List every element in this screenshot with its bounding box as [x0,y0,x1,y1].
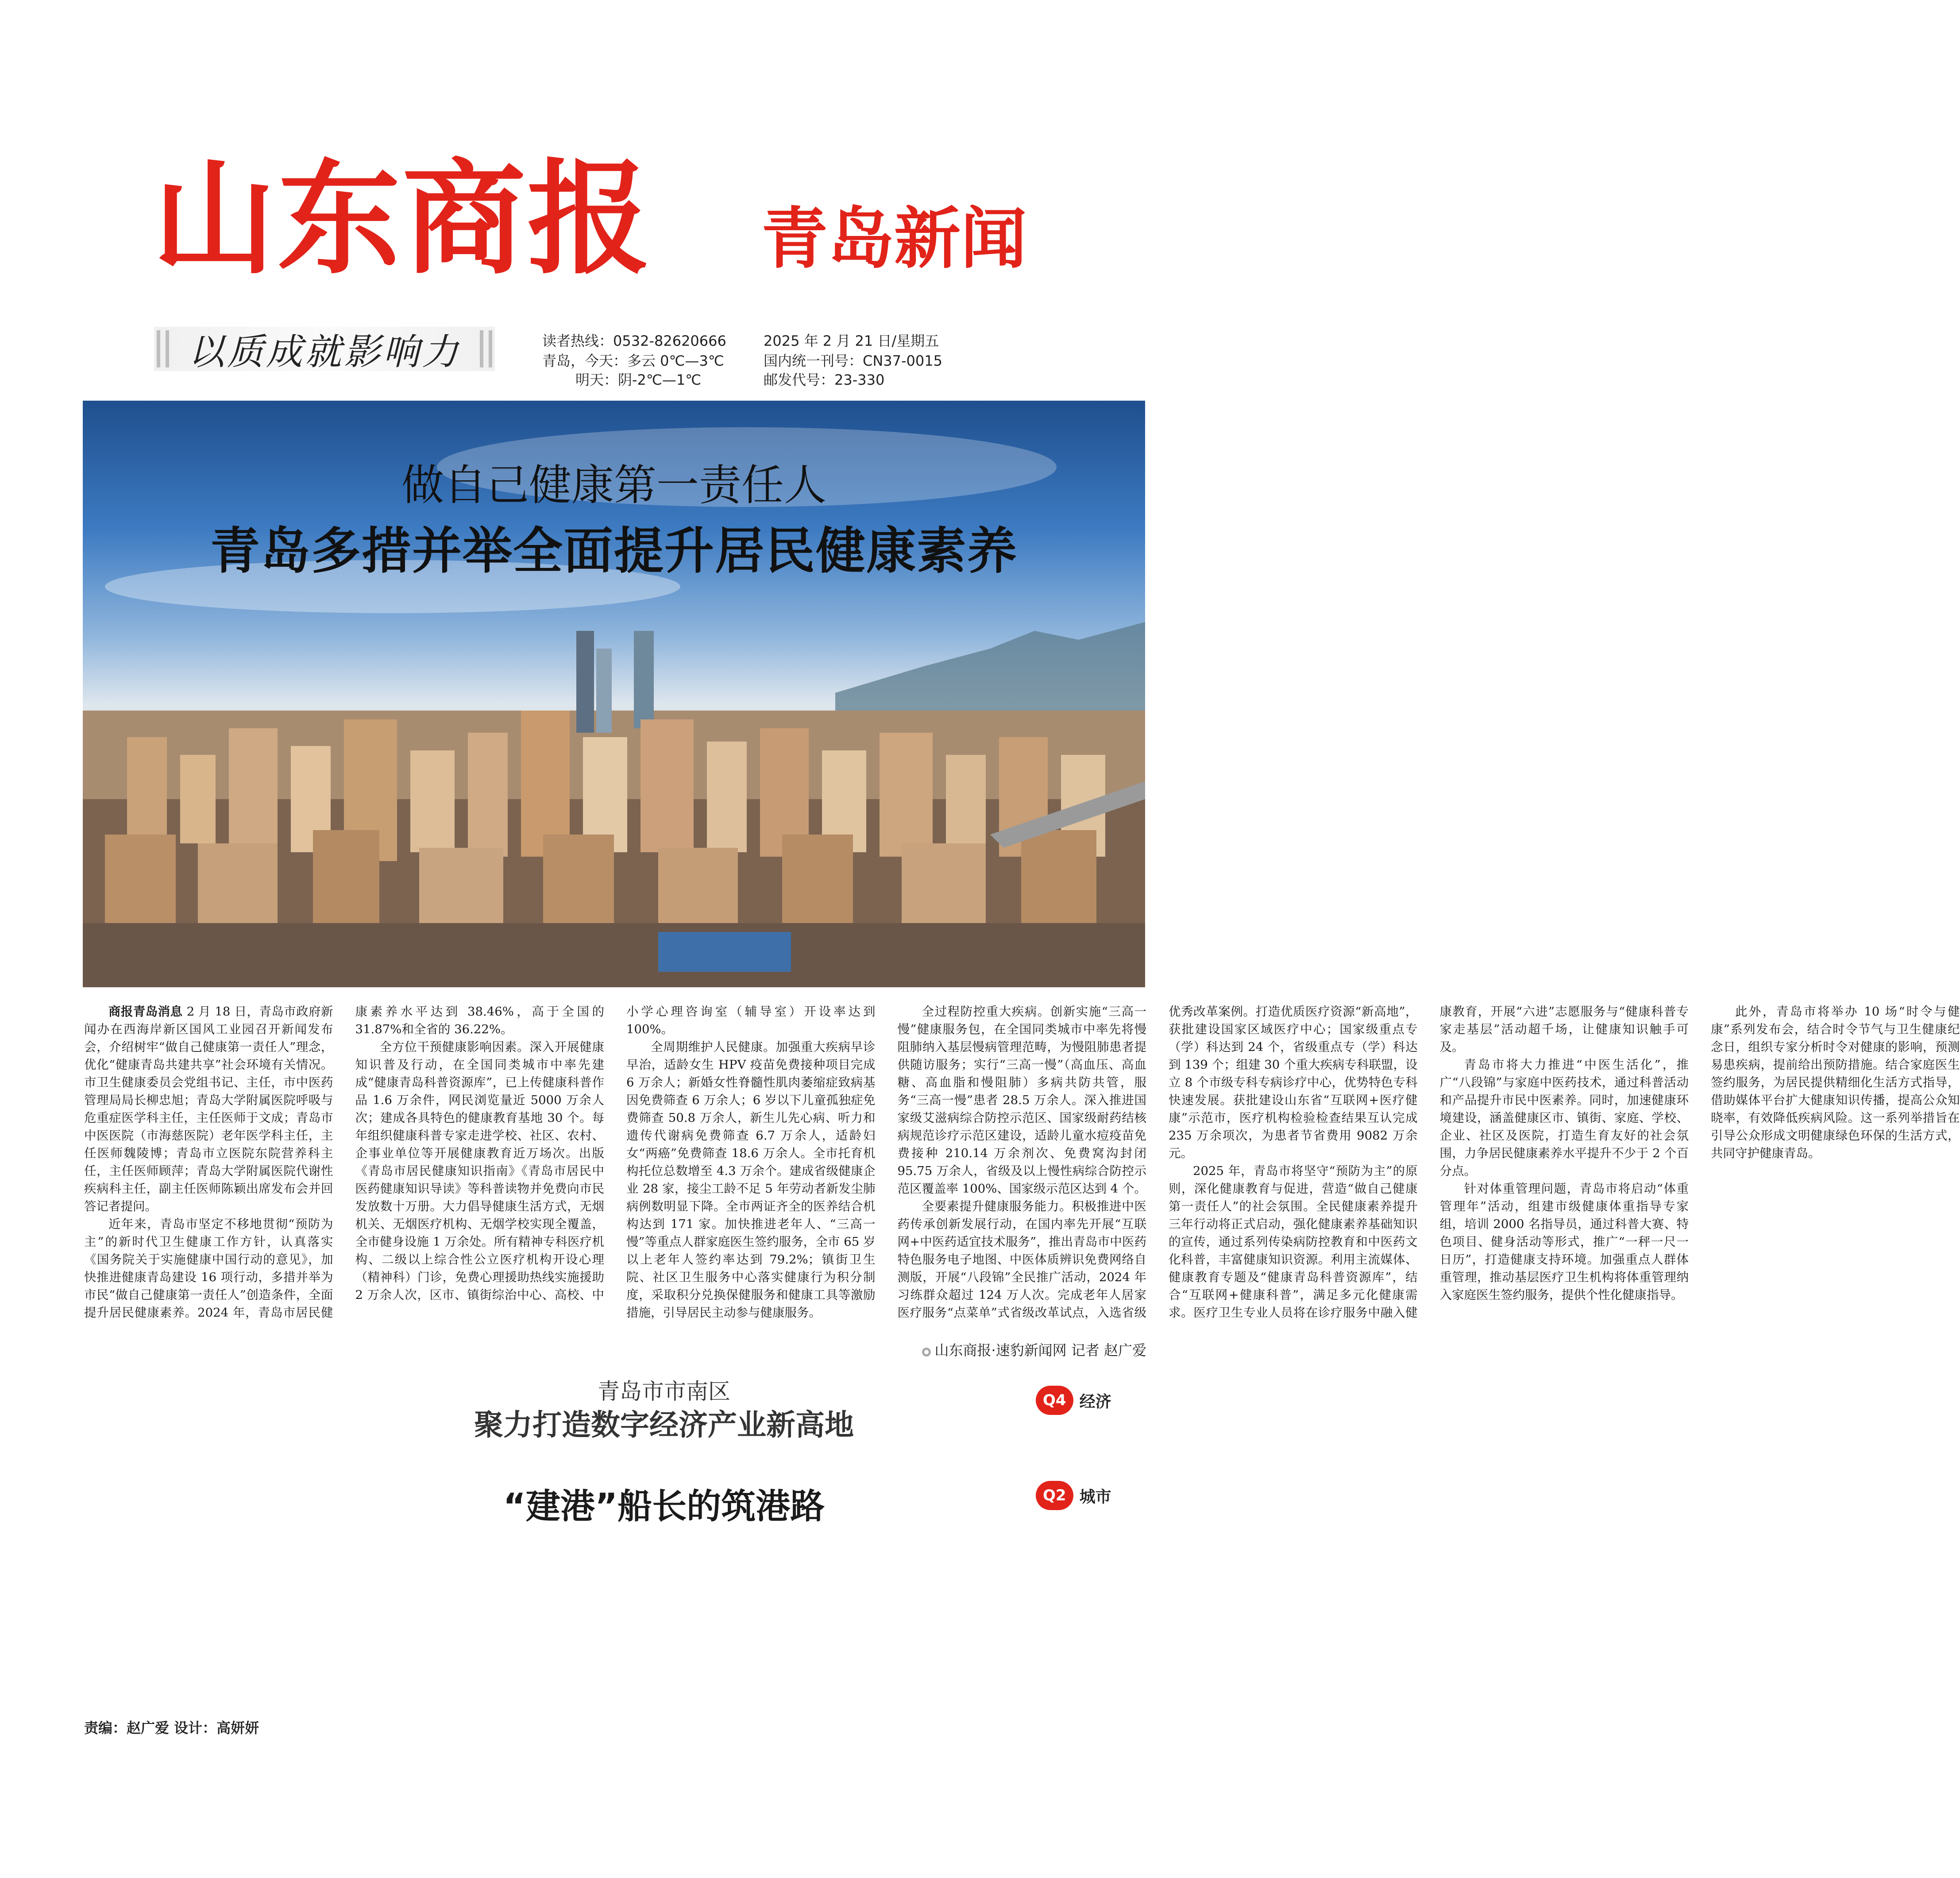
main-article [84,1003,1960,1333]
teaser-kicker: 青岛市市南区 [598,1379,730,1404]
hero-title-line2: 青岛多措并举全面提升居民健康素养 [210,522,1018,580]
cn-number: 国内统一刊号：CN37-0015 [764,352,942,369]
article-paragraph: 青岛市将大力推进“中医生活化”，推广“八段锦”与家庭中医药技术，通过科普活动和产品提升市民中医素养。同时，加速健康环境建设，涵盖健康区市、镇街、家庭、学校、企业、社区及医院，打造生育友好的社会氛围，力争居民健康素养水平提升不少于 2 个百分点。 [1439,1058,1689,1178]
article-paragraph: 针对体重管理问题，青岛市将启动“体重管理年”活动，组建市级健康体重指导专家组，培训 2000 名指导员，通过科普大赛、特色项目、健身活动等形式，推广“一秤一尺一日历”，打造健康支持环境。加强重点人群体重管理，推动基层医疗卫生机构将体重管理纳入家庭医生签约服务，提供个性化健康指导。 [1439,1182,1689,1302]
article-paragraph: 全方位干预健康影响因素。深入开展健康知识普及行动，在全国同类城市中率先建成“健康青岛科普资源库”，已上传健康科普作品 1.6 万余件，网民浏览量近 5000 万余人次；建成各具特色的健康教育基地 30 个。每年组织健康科普专家走进学校、社区、农村、企事业单位等开展健康教育近万场次。出版《青岛市居民健康知识指南》《青岛市居民中医药健康知识导读》等科普读物并免费向市民发放数十万册。大力倡导健康生活方式，无烟机关、无烟医疗机构、无烟学校实现全覆盖，全市健身设施 1 万余处。所有精神专科医疗机构、二级以上综合性公立医疗机构开设心理（精神科）门诊，免费心理援助热线实施援助 2 万余人次，区市、镇街综治中心、高校、中小学心理咨询室（辅导室）开设率达到 100%。 [355,1005,876,1302]
hero-photo [83,401,1145,987]
article-paragraph: 2025 年，青岛市将坚守“预防为主”的原则，深化健康教育与促进，营造“做自己健康第一责任人”的社会氛围。全民健康素养提升三年行动将正式启动，强化健康素养基础知识的宣传，通过系列传染病防控教育和中医药文化科普，丰富健康知识资源。利用主流媒体、健康教育专题及“健康青岛科普资源库”，结合“互联网+健康科普”，满足多元化健康需求。医疗卫生专业人员将在诊疗服务中融入健康教育，开展“六进”志愿服务与“健康科普专家走基层”活动超千场，让健康知识触手可及。 [1169,1005,1689,1320]
article-paragraph: 全周期维护人民健康。加强重大疾病早诊早治，适龄女生 HPV 疫苗免费接种项目完成 6 万余人；新婚女性脊髓性肌肉萎缩症致病基因免费筛查 6 万余人；6 岁以下儿童孤独症免费筛查 50.8 万余人，新生儿先心病、听力和遗传代谢病免费筛查 6.7 万余人，适龄妇女“两癌”免费筛查 18.6 万余人。全市托育机构托位总数增至 4.3 万余个。建成省级健康企业 28 家，接尘工龄不足 5 年劳动者新发尘肺病例数明显下降。全市两证齐全的医养结合机构达到 171 家。加快推进老年人、“三高一慢”等重点人群家庭医生签约服务，全市 65 岁以上老年人签约率达到 79.2%；镇街卫生院、社区卫生服务中心落实健康行为积分制度，采取积分兑换保健服务和健康工具等激励措施，引导居民主动参与健康服务。 [626,1040,876,1320]
slogan-bar-right [480,330,483,367]
weather-tomorrow: 明天：阴-2℃—1℃ [575,371,702,388]
article-paragraph [84,1003,333,1215]
article-paragraph: 全要素提升健康服务能力。积极推进中医药传承创新发展行动，在国内率先开展“互联网+中医药适宜技术服务”，推出青岛市中医药特色服务电子地图、中医体质辨识免费网络自测版，开展“八段锦”全民推广活动，2024 年习练群众超过 124 万人次。完成老年人居家医疗服务“点菜单”式省级改革试点，入选省级优秀改革案例。打造优质医疗资源“新高地”，获批建设国家区域医疗中心；国家级重点专（学）科达到 24 个，省级重点专（学）科达到 139 个；组建 30 个重大疾病专科联盟，设立 8 个市级专科专病诊疗中心，优势特色专科快速发展。获批建设山东省“互联网+医疗健康”示范市，医疗机构检验检查结果互认完成 235 万余项次，为患者节省费用 9082 万余元。 [897,1005,1418,1320]
section-badge: Q4 [1036,1386,1073,1415]
reader-hotline: 读者热线：0532-82620666 [542,332,726,349]
teaser-title-2[interactable]: “建港”船长的筑港路 [503,1487,825,1526]
weather-today: 青岛，今天：多云 0℃—3℃ [542,352,724,369]
postal-code: 邮发代号：23-330 [764,371,885,388]
section-label: 经济 [1079,1392,1111,1411]
slogan-bar-right-2 [489,330,492,367]
masthead-subtitle: 青岛新闻 [761,201,1027,278]
article-byline [907,1339,1146,1360]
issue-date: 2025 年 2 月 21 日/星期五 [764,332,939,349]
slogan-bar-left [157,330,160,367]
section-label: 城市 [1079,1488,1111,1506]
slogan-bar-left-2 [166,330,169,367]
slogan: 以质成就影响力 [188,331,461,373]
teaser-title[interactable]: 聚力打造数字经济产业新高地 [474,1408,854,1442]
section-tag-economy[interactable] [1036,1386,1111,1415]
section-badge: Q2 [1036,1481,1073,1510]
article-dateline: 商报青岛消息 [108,1005,183,1019]
article-paragraph: 近年来，青岛市坚定不移地贯彻“预防为主”的新时代卫生健康工作方针，认真落实《国务院关于实施健康中国行动的意见》，加快推进健康青岛建设 16 项行动，多措并举为市民“做自己健康第一责任人”创造条件，全面提升居民健康素养。2024 年，青岛市居民健康素养水平达到 38.46%，高于全国的 31.87%和全省的 36.22%。 [84,1005,604,1320]
hero-title-line1: 做自己健康第一责任人 [401,460,826,510]
byline-text: 山东商报·速豹新闻网 记者 赵广爱 [934,1342,1146,1359]
slogan-box [154,327,495,371]
article-paragraph: 此外，青岛市将举办 10 场“时令与健康”系列发布会，结合时令节气与卫生健康纪念日，组织专家分析时令对健康的影响，预测易患疾病，提前给出预防措施。结合家庭医生签约服务，为居民提供精细化生活方式指导，借助媒体平台扩大健康知识传播，提高公众知晓率，有效降低疾病风险。这一系列举措旨在引导公众形成文明健康绿色环保的生活方式，共同守护健康青岛。 [1711,1005,1960,1160]
masthead-title: 山东商报 [153,147,652,291]
article-paragraph-text: 2 月 18 日，青岛市政府新闻办在西海岸新区国风工业园召开新闻发布会，介绍树牢“做自己健康第一责任人”理念，优化“健康青岛共建共享”社会环境有关情况。市卫生健康委员会党组书记、主任，市中医药管理局局长柳忠旭；青岛大学附属医院呼吸与危重症医学科主任，主任医师于文成；青岛市中医医院（市海慈医院）老年医学科主任，主任医师魏陵博；青岛市立医院东院营养科主任，主任医师顾萍；青岛大学附属医院代谢性疾病科主任，副主任医师陈颖出席发布会并回答记者提问。 [84,1005,333,1213]
article-paragraph: 全过程防控重大疾病。创新实施“三高一慢”健康服务包，在全国同类城市中率先将慢阻肺纳入基层慢病管理范畴，为慢阻肺患者提供随访服务；实行“三高一慢”（高血压、高血糖、高血脂和慢阻肺）多病共防共管，服务“三高一慢”患者 28.5 万余人。深入推进国家级艾滋病综合防控示范区、国家级耐药结核病规范诊疗示范区建设，适龄儿童水痘疫苗免费接种 210.14 万余剂次、免费窝沟封闭 95.75 万余人，省级及以上慢性病综合防控示范区覆盖率 100%、国家级示范区达到 4 个。 [897,1005,1146,1196]
byline-ring-icon [922,1348,931,1356]
section-tag-city[interactable] [1036,1481,1111,1510]
editor-credit: 责编：赵广爱 设计：高妍妍 [84,1720,259,1736]
